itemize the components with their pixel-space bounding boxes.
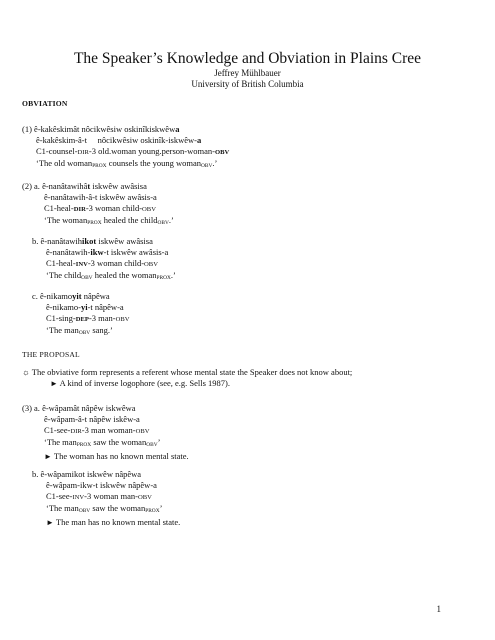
- paper-header: [0, 50, 495, 90]
- ex1-morpheme-line: ê-kakêskim-â-t nôcikwêsiw oskinîk-iskwêw-a: [36, 135, 202, 145]
- ex2b-gloss-line: C1-heal-INV-3 woman child-OBV: [46, 258, 158, 268]
- ex2b-morpheme-line: ê-nanâtawih-ikw-t iskwêw awâsis-a: [46, 247, 169, 257]
- arrow-right-icon: ►: [44, 452, 52, 461]
- example-2a: [22, 181, 174, 229]
- ex2c-cree-line: c. ê-nikamoyit nâpêwa: [32, 291, 110, 301]
- ex2c-gloss-line: C1-sing-DEP-3 man-OBV: [46, 313, 130, 323]
- page-number: 1: [436, 604, 441, 614]
- ex2b-translation: ‘The child$_{OBV}$ healed the woman$_{PROX}$.’: [46, 270, 176, 281]
- example-2b: [32, 236, 176, 284]
- example-3a: [22, 403, 189, 462]
- ex1-translation: ‘The old woman$_{PROX}$ counsels the young woman$_{OBV}$.’: [36, 158, 218, 169]
- ex2c-morpheme-line: ê-nikamo-yi-t nâpêw-a: [46, 302, 124, 312]
- proposal-statement: ☼ The obviative form represents a referent whose mental state the Speaker does not know about;: [22, 367, 353, 377]
- ex2c-translation: ‘The man$_{OBV}$ sang.’: [46, 325, 113, 336]
- ex1-cree-line: (1) ê-kakêskimât nôcikwêsiw oskinîkiskwêwa: [22, 124, 180, 134]
- ex3b-note: ► The man has no known mental state.: [46, 517, 181, 527]
- ex3a-morpheme-line: ê-wâpam-â-t nâpêw iskêw-a: [44, 414, 140, 424]
- ex2a-morpheme-line: ê-nanâtawih-â-t iskwêw awâsis-a: [44, 192, 157, 202]
- ex2a-translation: ‘The woman$_{PROX}$ healed the child$_{OBV}$.’: [44, 215, 174, 226]
- sun-icon: ☼: [22, 367, 30, 377]
- ex3b-number: b.: [32, 469, 39, 479]
- arrow-right-icon: ►: [46, 518, 54, 527]
- author-name: Jeffrey Mühlbauer: [214, 68, 281, 78]
- ex3b-morpheme-line: ê-wâpam-ikw-t iskwêw nâpêw-a: [46, 480, 157, 490]
- ex3a-number: (3) a.: [22, 403, 40, 413]
- section-heading-proposal: THE PROPOSAL: [22, 350, 80, 359]
- ex1-number: (1): [22, 124, 32, 134]
- arrow-right-icon: ►: [50, 379, 58, 388]
- ex3a-gloss-line: C1-see-DIR-3 man woman-OBV: [44, 425, 150, 435]
- ex3b-cree-line: b. ê-wâpamikot iskwêw nâpêwa: [32, 469, 142, 479]
- example-2c: [32, 291, 130, 339]
- ex2b-cree-line: b. ê-nanâtawihikot iskwêw awâsisa: [32, 236, 153, 246]
- ex3a-translation: ‘The man$_{PROX}$ saw the woman$_{OBV}$’: [44, 437, 161, 448]
- ex3b-gloss-line: C1-see-INV-3 woman man-OBV: [46, 491, 152, 501]
- ex3a-cree-line: (3) a. ê-wâpamât nâpêw iskwêwa: [22, 403, 136, 413]
- ex3a-note: ► The woman has no known mental state.: [44, 451, 189, 461]
- ex2a-number: (2) a.: [22, 181, 40, 191]
- ex2c-number: c.: [32, 291, 38, 301]
- example-3b: [32, 469, 180, 528]
- ex3b-translation: ‘The man$_{OBV}$ saw the woman$_{PROX}$’: [46, 503, 163, 514]
- ex2a-cree-line: (2) a. ê-nanâtawihât iskwêw awâsisa: [22, 181, 147, 191]
- example-1: [22, 124, 229, 172]
- proposal-block: [22, 367, 352, 389]
- ex1-gloss-line: C1-counsel-DIR-3 old.woman young.person-woman-OBV: [36, 146, 230, 156]
- ex2b-number: b.: [32, 236, 39, 246]
- author-affiliation: University of British Columbia: [191, 79, 304, 89]
- proposal-note: ► A kind of inverse logophore (see, e.g. Sells 1987).: [50, 378, 231, 388]
- section-heading-obviation: OBVIATION: [22, 99, 68, 108]
- ex2a-gloss-line: C1-heal-DIR-3 woman child-OBV: [44, 203, 156, 213]
- paper-title: The Speaker’s Knowledge and Obviation in Plains Cree: [73, 50, 422, 67]
